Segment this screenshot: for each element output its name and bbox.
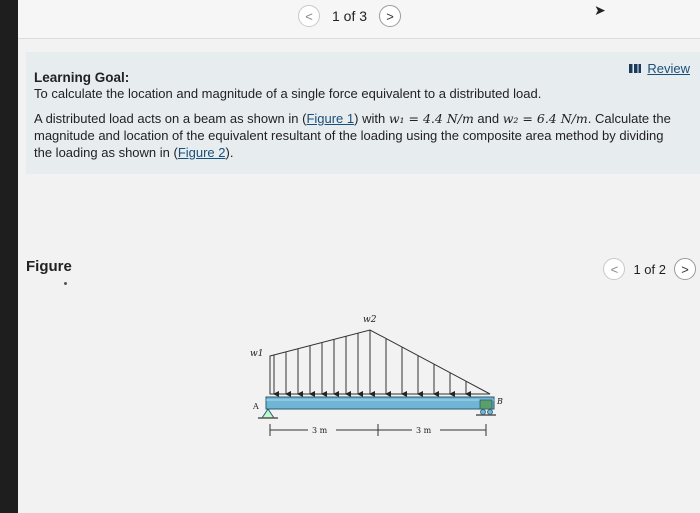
point-b-label: B <box>497 397 503 406</box>
point-a-label: A <box>253 402 259 411</box>
review-icon <box>629 64 641 73</box>
next-question-button[interactable] <box>379 5 401 27</box>
figure-dot <box>64 282 67 285</box>
problem-text-4: . Calculate the magnitude and location of the equivalent resultant of the loading using the composite area method by dividing the loading as shown in ( <box>34 111 671 160</box>
w2-label: w2 <box>363 315 377 325</box>
prev-question-button[interactable] <box>298 5 320 27</box>
figure-2-link[interactable]: Figure 2 <box>177 145 226 160</box>
beam <box>266 397 494 409</box>
review-link[interactable] <box>629 61 690 76</box>
prev-figure-button[interactable] <box>603 258 625 280</box>
chevron-left-icon: < <box>305 8 313 24</box>
problem-text-2: ) with <box>354 111 389 126</box>
load-outline <box>270 330 490 394</box>
top-bar <box>18 0 700 39</box>
screen <box>18 0 700 513</box>
dimension-lines <box>270 424 486 436</box>
question-pager <box>298 4 401 28</box>
beam-diagram <box>230 308 520 448</box>
w2-expression: w₂ = 6.4 N/m <box>502 111 588 126</box>
problem-text-3: and <box>473 111 503 126</box>
learning-goal-panel <box>26 52 700 174</box>
chevron-right-icon: > <box>681 261 689 277</box>
figure-heading: Figure <box>26 258 72 275</box>
problem-statement <box>34 110 684 161</box>
chevron-left-icon: < <box>610 261 619 277</box>
dimension-1-label: 3 m <box>312 426 328 435</box>
dimension-2-label: 3 m <box>416 426 432 435</box>
pin-support-a <box>258 409 278 418</box>
chevron-right-icon: > <box>386 8 394 24</box>
next-figure-button[interactable] <box>674 258 696 280</box>
goal-title: Learning Goal: <box>34 70 130 85</box>
figure-pager <box>603 258 696 280</box>
question-page-indicator: 1 of 3 <box>332 8 368 24</box>
load-arrows <box>274 330 466 394</box>
review-label: Review <box>647 61 690 76</box>
problem-text-1: A distributed load acts on a beam as shown in ( <box>34 111 307 126</box>
w1-expression: w₁ = 4.4 N/m <box>388 111 474 126</box>
mouse-cursor-icon: ➤ <box>594 2 606 18</box>
goal-subtitle: To calculate the location and magnitude of a single force equivalent to a distributed load. <box>34 86 542 101</box>
w1-label: w1 <box>250 349 264 359</box>
problem-text-5: ). <box>225 145 234 160</box>
figure-page-indicator: 1 of 2 <box>633 261 666 277</box>
figure-1-link[interactable]: Figure 1 <box>306 111 355 126</box>
